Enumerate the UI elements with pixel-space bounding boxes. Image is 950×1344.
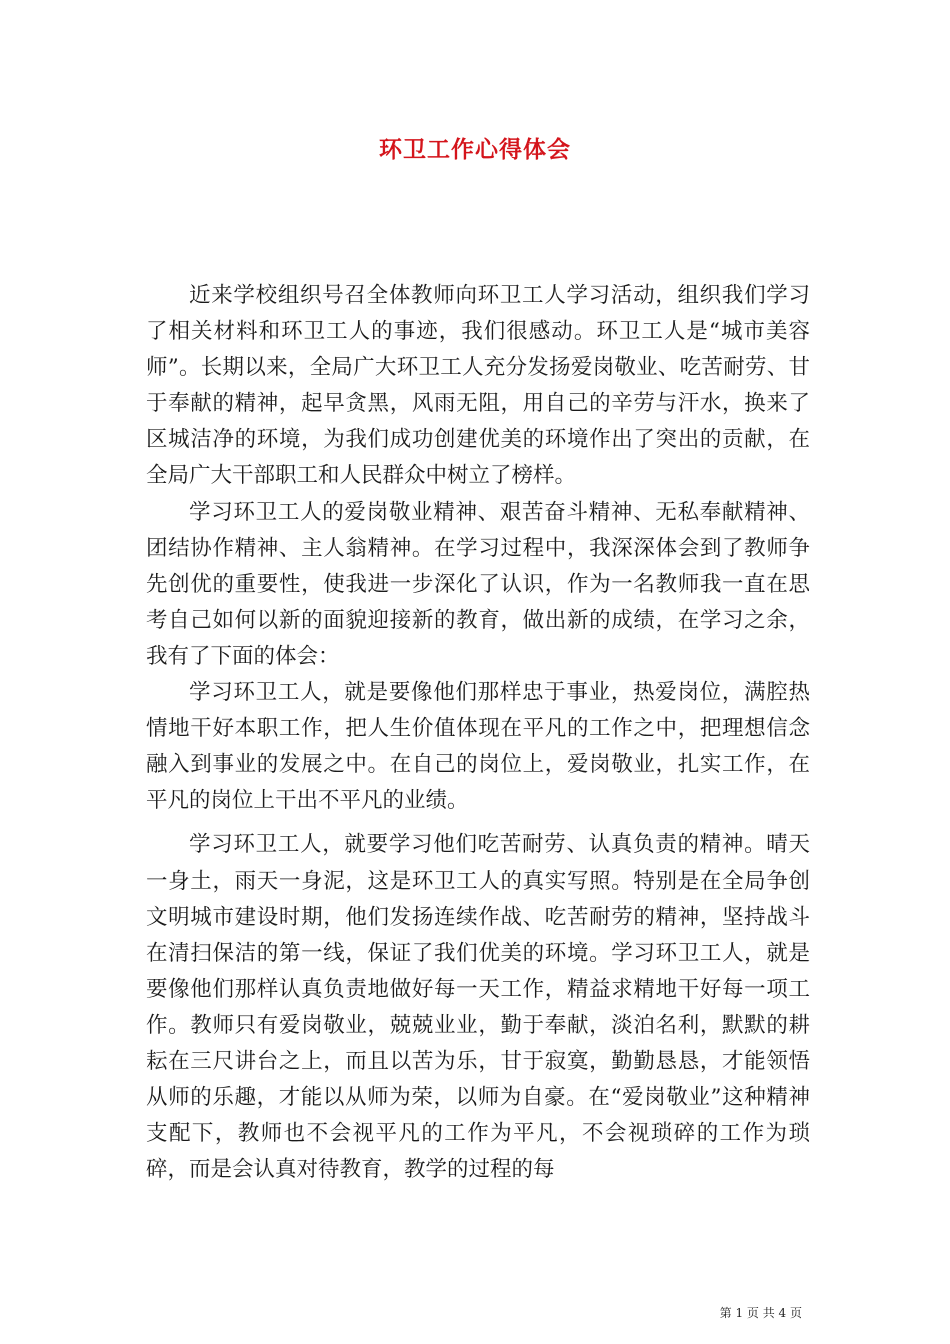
paragraph-3: 学习环卫工人，就是要像他们那样忠于事业，热爱岗位，满腔热情地干好本职工作，把人生价值体现在平凡的工作之中，把理想信念融入到事业的发展之中。在自己的岗位上，爱岗敬业，扎实工作，在平凡的岗位上干出不平凡的业绩。	[146, 680, 810, 814]
document-title: 环卫工作心得体会	[379, 136, 571, 163]
paragraph-4: 学习环卫工人，就要学习他们吃苦耐劳、认真负责的精神。晴天一身土，雨天一身泥，这是环卫工人的真实写照。特别是在全局争创文明城市建设时期，他们发扬连续作战、吃苦耐劳的精神，坚持战斗在清扫保洁的第一线，保证了我们优美的环境。学习环卫工人，就是要像他们那样认真负责地做好每一天工作，精益求精地干好每一项工作。教师只有爱岗敬业，兢兢业业，勤于奉献，淡泊名利，默默的耕耘在三尺讲台之上，而且以苦为乐，甘于寂寞，勤勤恳恳，才能领悟从师的乐趣，才能以从师为荣，以师为自豪。在“爱岗敬业”这种精神支配下，教师也不会视平凡的工作为平凡，不会视琐碎的工作为琐碎，而是会认真对待教育，教学的过程的每	[146, 832, 810, 1183]
paragraph-2: 学习环卫工人的爱岗敬业精神、艰苦奋斗精神、无私奉献精神、团结协作精神、主人翁精神。在学习过程中，我深深体会到了教师争先创优的重要性，使我进一步深化了认识，作为一名教师我一直在思考自己如何以新的面貌迎接新的教育，做出新的成绩，在学习之余，我有了下面的体会：	[146, 499, 810, 669]
document-body	[146, 278, 810, 1188]
page-number: 第 1 页 共 4 页	[719, 1306, 802, 1320]
paragraph-1: 近来学校组织号召全体教师向环卫工人学习活动，组织我们学习了相关材料和环卫工人的事迹，我们很感动。环卫工人是“城市美容师”。长期以来，全局广大环卫工人充分发扬爱岗敬业、吃苦耐劳、甘于奉献的精神，起早贪黑，风雨无阻，用自己的辛劳与汗水，换来了区城洁净的环境，为我们成功创建优美的环境作出了突出的贡献，在全局广大干部职工和人民群众中树立了榜样。	[146, 283, 810, 489]
